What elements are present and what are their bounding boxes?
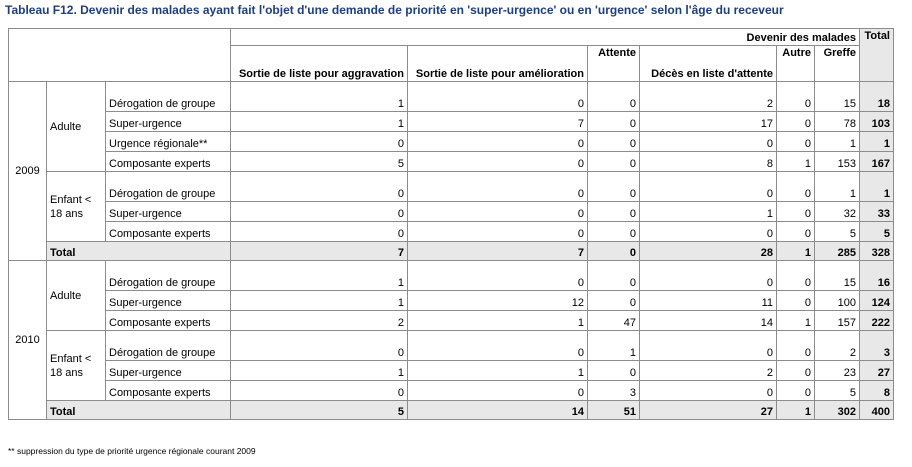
value-cell: 0 bbox=[640, 331, 777, 361]
table-row bbox=[9, 202, 894, 222]
table-row bbox=[9, 82, 894, 112]
column-header: Greffe bbox=[815, 46, 860, 82]
row-total-cell: 124 bbox=[860, 291, 894, 311]
value-cell: 1 bbox=[231, 112, 408, 132]
value-cell: 0 bbox=[777, 291, 815, 311]
row-total-cell: 1 bbox=[860, 172, 894, 202]
header-blank bbox=[9, 29, 231, 82]
value-cell: 0 bbox=[640, 132, 777, 152]
row-total-cell: 3 bbox=[860, 331, 894, 361]
table-row bbox=[9, 331, 894, 361]
value-cell: 5 bbox=[231, 152, 408, 172]
value-cell: 5 bbox=[815, 222, 860, 242]
value-cell: 1 bbox=[231, 261, 408, 291]
value-cell: 8 bbox=[640, 152, 777, 172]
table-row bbox=[9, 291, 894, 311]
row-total-cell: 222 bbox=[860, 311, 894, 331]
value-cell: 0 bbox=[231, 222, 408, 242]
value-cell: 157 bbox=[815, 311, 860, 331]
column-header: Attente bbox=[588, 46, 640, 82]
row-label: Dérogation de groupe bbox=[106, 172, 231, 202]
total-value-cell: 285 bbox=[815, 242, 860, 261]
value-cell: 1 bbox=[408, 311, 588, 331]
row-total-cell: 18 bbox=[860, 82, 894, 112]
category-cell: Adulte bbox=[47, 261, 106, 331]
column-header: Sortie de liste pour amélioration bbox=[408, 46, 588, 82]
value-cell: 0 bbox=[408, 152, 588, 172]
value-cell: 0 bbox=[588, 112, 640, 132]
value-cell: 0 bbox=[408, 222, 588, 242]
value-cell: 0 bbox=[588, 222, 640, 242]
table-row bbox=[9, 172, 894, 202]
total-row bbox=[9, 401, 894, 420]
value-cell: 0 bbox=[408, 202, 588, 222]
table-body bbox=[9, 82, 894, 420]
total-value-cell: 1 bbox=[777, 242, 815, 261]
value-cell: 153 bbox=[815, 152, 860, 172]
column-header: Décès en liste d'attente bbox=[640, 46, 777, 82]
row-label: Dérogation de groupe bbox=[106, 331, 231, 361]
value-cell: 0 bbox=[777, 112, 815, 132]
value-cell: 0 bbox=[640, 381, 777, 401]
row-total-cell: 167 bbox=[860, 152, 894, 172]
value-cell: 0 bbox=[588, 291, 640, 311]
row-total-cell: 5 bbox=[860, 222, 894, 242]
value-cell: 0 bbox=[777, 261, 815, 291]
row-total-cell: 27 bbox=[860, 361, 894, 381]
total-value-cell: 1 bbox=[777, 401, 815, 420]
value-cell: 11 bbox=[640, 291, 777, 311]
value-cell: 0 bbox=[588, 261, 640, 291]
row-total-cell: 8 bbox=[860, 381, 894, 401]
footnote: ** suppression du type de priorité urgence régionale courant 2009 bbox=[8, 446, 256, 456]
value-cell: 5 bbox=[815, 381, 860, 401]
table-row bbox=[9, 311, 894, 331]
value-cell: 0 bbox=[588, 202, 640, 222]
value-cell: 0 bbox=[231, 172, 408, 202]
total-value-cell: 7 bbox=[231, 242, 408, 261]
value-cell: 0 bbox=[588, 152, 640, 172]
row-label: Dérogation de groupe bbox=[106, 82, 231, 112]
value-cell: 1 bbox=[815, 132, 860, 152]
value-cell: 0 bbox=[777, 132, 815, 152]
table-row bbox=[9, 222, 894, 242]
table-title: Tableau F12. Devenir des malades ayant fait l'objet d'une demande de priorité en 'super-urgence' ou en 'urgence' selon l'âge du receveur bbox=[5, 3, 784, 17]
value-cell: 15 bbox=[815, 261, 860, 291]
grand-total-cell: 400 bbox=[860, 401, 894, 420]
value-cell: 1 bbox=[777, 311, 815, 331]
value-cell: 78 bbox=[815, 112, 860, 132]
value-cell: 7 bbox=[408, 112, 588, 132]
header-total: Total bbox=[860, 29, 894, 82]
row-label: Super-urgence bbox=[106, 202, 231, 222]
value-cell: 1 bbox=[231, 291, 408, 311]
value-cell: 1 bbox=[640, 202, 777, 222]
value-cell: 0 bbox=[777, 361, 815, 381]
total-label: Total bbox=[47, 401, 231, 420]
row-label: Composante experts bbox=[106, 152, 231, 172]
value-cell: 1 bbox=[815, 172, 860, 202]
total-value-cell: 27 bbox=[640, 401, 777, 420]
row-total-cell: 103 bbox=[860, 112, 894, 132]
value-cell: 0 bbox=[777, 202, 815, 222]
total-label: Total bbox=[47, 242, 231, 261]
grand-total-cell: 328 bbox=[860, 242, 894, 261]
value-cell: 2 bbox=[640, 82, 777, 112]
total-value-cell: 51 bbox=[588, 401, 640, 420]
category-cell: Enfant < 18 ans bbox=[47, 172, 106, 242]
value-cell: 0 bbox=[777, 381, 815, 401]
value-cell: 0 bbox=[640, 261, 777, 291]
row-label: Dérogation de groupe bbox=[106, 261, 231, 291]
total-value-cell: 302 bbox=[815, 401, 860, 420]
table-row bbox=[9, 381, 894, 401]
row-label: Composante experts bbox=[106, 222, 231, 242]
value-cell: 1 bbox=[231, 361, 408, 381]
value-cell: 2 bbox=[640, 361, 777, 381]
column-header: Sortie de liste pour aggravation bbox=[231, 46, 408, 82]
value-cell: 32 bbox=[815, 202, 860, 222]
table-row bbox=[9, 361, 894, 381]
value-cell: 0 bbox=[408, 172, 588, 202]
value-cell: 1 bbox=[588, 331, 640, 361]
value-cell: 2 bbox=[231, 311, 408, 331]
table-row bbox=[9, 112, 894, 132]
table-row bbox=[9, 132, 894, 152]
row-total-cell: 1 bbox=[860, 132, 894, 152]
value-cell: 0 bbox=[408, 381, 588, 401]
value-cell: 0 bbox=[408, 82, 588, 112]
row-label: Urgence régionale** bbox=[106, 132, 231, 152]
value-cell: 17 bbox=[640, 112, 777, 132]
value-cell: 0 bbox=[588, 82, 640, 112]
value-cell: 0 bbox=[588, 172, 640, 202]
value-cell: 15 bbox=[815, 82, 860, 112]
row-label: Composante experts bbox=[106, 311, 231, 331]
data-table bbox=[8, 28, 894, 420]
row-total-cell: 16 bbox=[860, 261, 894, 291]
value-cell: 3 bbox=[588, 381, 640, 401]
total-value-cell: 7 bbox=[408, 242, 588, 261]
value-cell: 0 bbox=[588, 132, 640, 152]
row-label: Super-urgence bbox=[106, 291, 231, 311]
value-cell: 0 bbox=[231, 202, 408, 222]
header-group: Devenir des malades bbox=[231, 29, 860, 46]
table-row bbox=[9, 152, 894, 172]
category-cell: Adulte bbox=[47, 82, 106, 172]
value-cell: 0 bbox=[640, 222, 777, 242]
row-label: Super-urgence bbox=[106, 112, 231, 132]
value-cell: 0 bbox=[231, 331, 408, 361]
value-cell: 23 bbox=[815, 361, 860, 381]
row-label: Super-urgence bbox=[106, 361, 231, 381]
value-cell: 0 bbox=[231, 132, 408, 152]
value-cell: 2 bbox=[815, 331, 860, 361]
value-cell: 0 bbox=[777, 172, 815, 202]
year-cell: 2009 bbox=[9, 82, 47, 261]
value-cell: 0 bbox=[231, 381, 408, 401]
year-cell: 2010 bbox=[9, 261, 47, 420]
value-cell: 0 bbox=[588, 361, 640, 381]
row-total-cell: 33 bbox=[860, 202, 894, 222]
table-row bbox=[9, 261, 894, 291]
value-cell: 1 bbox=[231, 82, 408, 112]
total-value-cell: 5 bbox=[231, 401, 408, 420]
total-value-cell: 28 bbox=[640, 242, 777, 261]
value-cell: 1 bbox=[408, 361, 588, 381]
value-cell: 12 bbox=[408, 291, 588, 311]
row-label: Composante experts bbox=[106, 381, 231, 401]
value-cell: 0 bbox=[640, 172, 777, 202]
total-value-cell: 14 bbox=[408, 401, 588, 420]
value-cell: 0 bbox=[408, 331, 588, 361]
value-cell: 1 bbox=[777, 152, 815, 172]
category-cell: Enfant < 18 ans bbox=[47, 331, 106, 401]
value-cell: 100 bbox=[815, 291, 860, 311]
value-cell: 0 bbox=[408, 261, 588, 291]
total-row bbox=[9, 242, 894, 261]
value-cell: 0 bbox=[777, 222, 815, 242]
total-value-cell: 0 bbox=[588, 242, 640, 261]
column-header: Autre bbox=[777, 46, 815, 82]
value-cell: 0 bbox=[777, 82, 815, 112]
value-cell: 0 bbox=[777, 331, 815, 361]
value-cell: 0 bbox=[408, 132, 588, 152]
value-cell: 47 bbox=[588, 311, 640, 331]
value-cell: 14 bbox=[640, 311, 777, 331]
